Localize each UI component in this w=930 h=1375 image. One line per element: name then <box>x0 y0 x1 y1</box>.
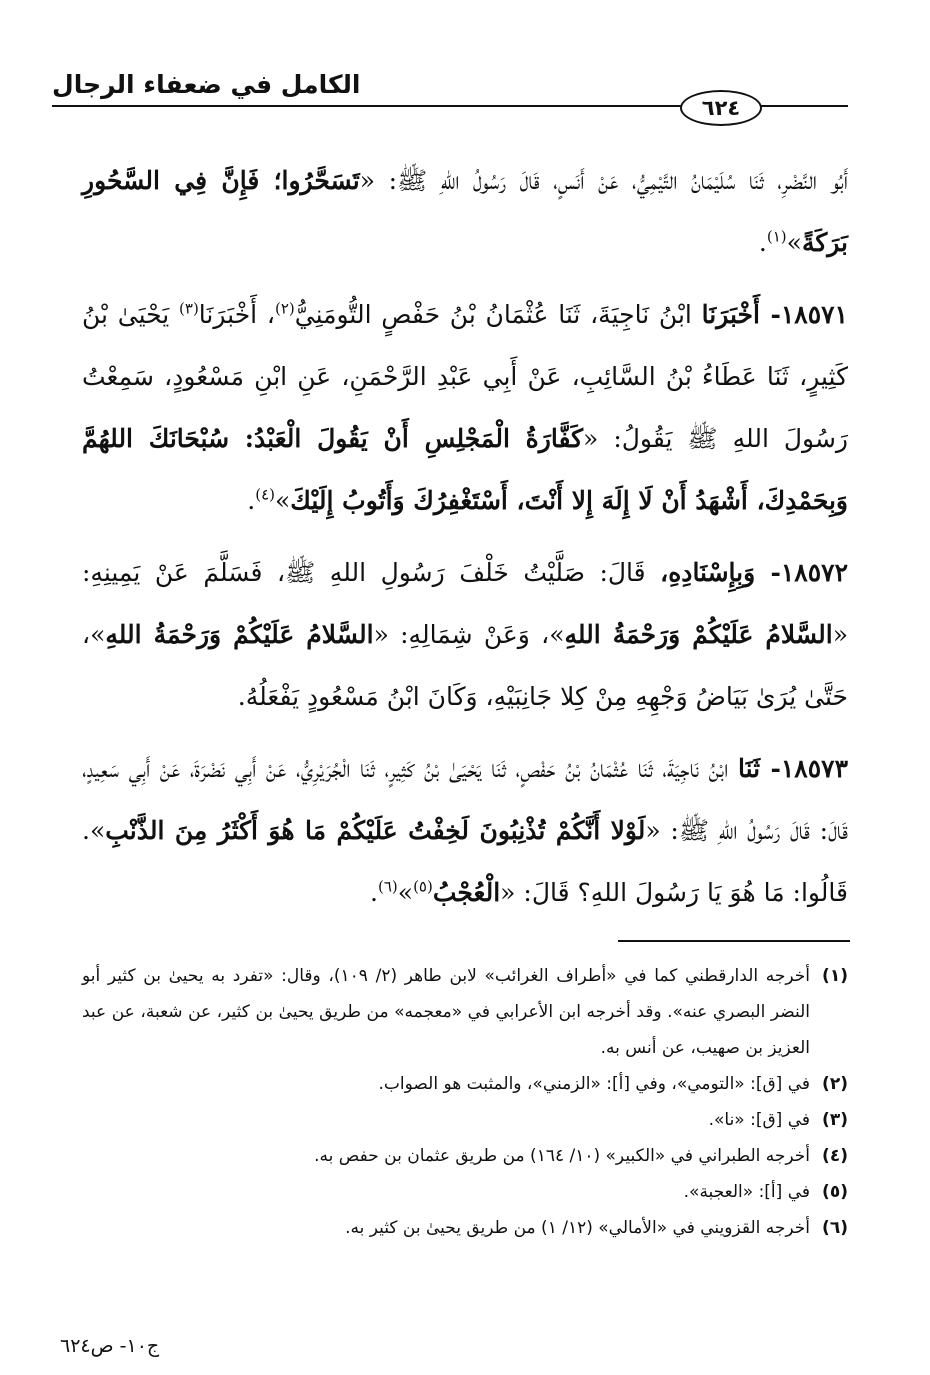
footnote-text: في [ق]: «نا». <box>708 1110 810 1130</box>
footnote-text: في [أ]: «العجبة». <box>683 1182 810 1202</box>
text-run: أَبُو النَّضْرِ، ثَنَا سُلَيْمَانُ التَّيْمِيُّ، عَنْ أَنَسٍ، قَالَ رَسُولُ اللهِ ﷺ: « <box>359 166 848 195</box>
footnote <box>82 1138 848 1174</box>
footnote-number: (٣) <box>822 1110 848 1130</box>
hadith-number: ١٨٥٧٢- وَبِإِسْنَادِهِ، <box>660 558 848 587</box>
text-run: . <box>370 878 378 907</box>
footnote-number: (٥) <box>822 1182 848 1202</box>
hadith-text: السَّلامُ عَلَيْكُمْ وَرَحْمَةُ اللهِ <box>105 620 374 649</box>
footnote-number: (١) <box>822 966 848 986</box>
text-run: » <box>786 228 802 257</box>
footnote-number: (٤) <box>822 1146 848 1166</box>
hadith-18573 <box>82 738 848 924</box>
footnote <box>82 1102 848 1138</box>
footnote <box>82 1210 848 1246</box>
footnote-ref: (٦) <box>377 877 398 896</box>
text-run: قَالَ: صَلَّيْتُ خَلْفَ رَسُولِ اللهِ ﷺ، فَسَلَّمَ عَنْ يَمِينِهِ: « <box>82 558 848 649</box>
footnotes <box>82 958 848 1246</box>
page-number: ٦٢٤ <box>701 95 741 120</box>
footnote-text: في [ق]: «التومي»، وفي [أ]: «الزمني»، والمثبت هو الصواب. <box>378 1074 810 1094</box>
footnote-ref: (١) <box>766 227 787 246</box>
hadith-text: السَّلامُ عَلَيْكُمْ وَرَحْمَةُ اللهِ <box>564 620 833 649</box>
hadith-text: تَسَحَّرُوا؛ فَإِنَّ فِي السَّحُورِ بَرَكَةً <box>82 166 848 257</box>
footnote-number: (٢) <box>822 1074 848 1094</box>
paragraph-continuation <box>82 150 848 274</box>
hadith-18571 <box>82 284 848 532</box>
text-run: » <box>275 486 291 515</box>
footnote-ref: (٢) <box>274 299 295 318</box>
volume-page-ref: ج١٠- ص٦٢٤ <box>60 1335 160 1357</box>
text-run: ، أَخْبَرَنَا <box>198 300 275 329</box>
hadith-text: لَوْلا أَنَّكُمْ تُذْنِبُونَ لَخِفْتُ عَلَيْكُمْ مَا هُوَ أَكْثَرُ مِنَ الذَّنْبِ <box>105 816 646 845</box>
footnote-ref: (٣) <box>179 299 199 318</box>
footnote-text: أخرجه القزويني في «الأمالي» (١٢/ ١) من طريق يحيىٰ بن كثير به. <box>345 1218 810 1238</box>
footnote-text: أخرجه الدارقطني كما في «أطراف الغرائب» لابن طاهر (٢/ ١٠٩)، وقال: «تفرد به يحيىٰ بن كثير أبو النضر البصري عنه». وقد أخرجه ابن الأعرابي في «معجمه» من طريق يحيىٰ بن كثير، عن شعبة، عن عبد العزيز بن صهيب، عن أنس به. <box>82 966 810 1058</box>
footnote-separator <box>618 940 850 942</box>
hadith-number: ١٨٥٧١- أَخْبَرَنَا <box>701 300 848 329</box>
hadith-18572 <box>82 542 848 728</box>
hadith-number: ١٨٥٧٣- ثَنَا <box>737 754 848 783</box>
text-run: يَحْيَىٰ بْنُ كَثِيرٍ، ثَنَا عَطَاءُ بْنُ السَّائِبِ، عَنْ أَبِي عَبْدِ الرَّحْمَنِ، عَنِ ابْنِ مَسْعُودٍ، سَمِعْتُ رَسُولَ اللهِ ﷺ يَقُولُ: « <box>82 300 848 453</box>
text-run: ابْنُ نَاجِيَةَ، ثَنَا عُثْمَانُ بْنُ حَفْصٍ التُّومَنِيُّ <box>294 300 702 329</box>
book-title: الكامل في ضعفاء الرجال <box>52 70 361 99</box>
footnote <box>82 1174 848 1210</box>
main-text <box>82 150 848 934</box>
text-run: ابْنُ نَاجِيَةَ، ثَنَا عُثْمَانُ بْنُ حَفْصٍ، ثَنَا يَحْيَىٰ بْنُ كَثِيرٍ، ثَنَا الْجُرَيْرِيُّ، عَنْ أَبِي نَضْرَةَ، عَنْ أَبِي سَعِيدٍ، قَالَ: قَالَ رَسُولُ اللهِ ﷺ: « <box>82 754 848 845</box>
hadith-text: كَفَّارَةُ الْمَجْلِسِ أَنْ يَقُولَ الْعَبْدُ: سُبْحَانَكَ اللهُمَّ وَبِحَمْدِكَ، أَشْهَدُ أَنْ لَا إِلَهَ إِلا أَنْتَ، أَسْتَغْفِرُكَ وَأَتُوبُ إِلَيْكَ <box>82 424 848 515</box>
footnote <box>82 1066 848 1102</box>
text-run: . <box>758 228 767 257</box>
hadith-text: الْعُجْبُ <box>432 878 501 907</box>
footnote-text: أخرجه الطبراني في «الكبير» (١٠/ ١٦٤) من طريق عثمان بن حفص به. <box>314 1146 810 1166</box>
text-run: » <box>397 878 414 907</box>
text-run: ». قَالُوا: مَا هُوَ يَا رَسُولَ اللهِ؟ قَالَ: « <box>82 816 848 907</box>
footnote <box>82 958 848 1066</box>
text-run: . <box>247 486 256 515</box>
footnote-number: (٦) <box>822 1218 848 1238</box>
text-run: »، حَتَّىٰ يُرَىٰ بَيَاضُ وَجْهِهِ مِنْ كِلا جَانِبَيْهِ، وَكَانَ ابْنُ مَسْعُودٍ يَفْعَلُهُ. <box>82 620 848 711</box>
page-number-badge <box>680 90 762 126</box>
text-run: »، وَعَنْ شِمَالِهِ: « <box>373 620 565 649</box>
footnote-ref: (٤) <box>255 485 275 504</box>
footnote-ref: (٥) <box>413 877 433 896</box>
